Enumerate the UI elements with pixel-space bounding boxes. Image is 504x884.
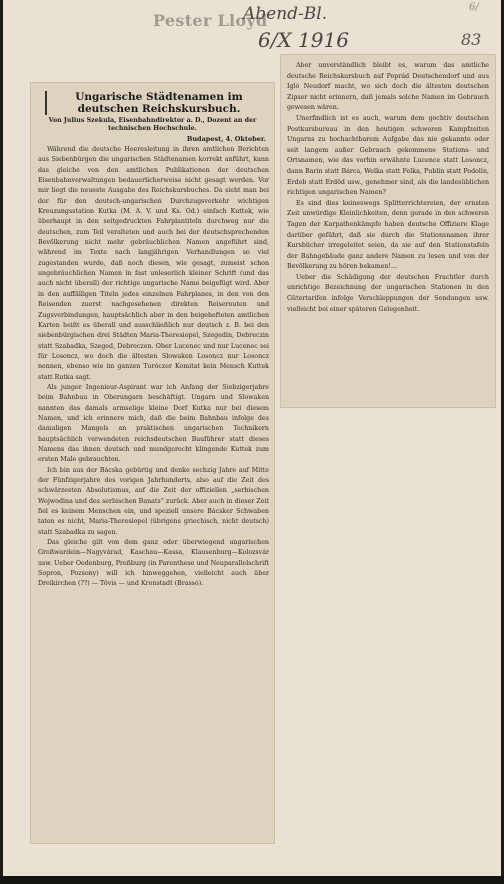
handwritten-archive-number: 83 (461, 30, 482, 49)
article-body-left (38, 145, 269, 590)
paragraph: Unerfindlich ist es auch, warum dem gochtiv deutschen Postkursbureau in den heutigen schweren Kampfzeiten Ungarns zu hochachtbarem Aufgabe das nie gekannte oder seit langem außer Gebrauch gekommene Stations- und Ortsnamen, wie das vorhin erwähnte Lucence statt Losoncz, dann Barin statt Bárca, Welka statt Felka, Publin statt Podolin, Erdob statt Erdöd usw., genehmer sind, als die landesüblichen richtigen ungarischen Namen? (287, 114, 489, 197)
scan-border (0, 876, 504, 884)
paragraph: Als junger Ingenieur-Aspirant war ich Anfang der Siebzigerjahre beim Bahnbau in Oberungarn beschäftigt. Ungarn und Slowaken nannten das damals armselige kleine Dorf Kutka nur bei diesem Namen, und ich erinnere mich, daß die beim Bahnbau infolge des damaligen Mangels an praktischen ungarischen Technikern hauptsächlich verwendeten reichsdeutschen Bauführer statt dieses Namens das ihnen deutsch und mundgerecht klingende Kuttek zum ersten Male gebrauchten. (38, 383, 269, 464)
handwritten-source-note: Abend-Bl. (243, 4, 328, 24)
article-body-right (287, 61, 489, 315)
paragraph: Es sind dies keineswegs Splitterrichtereien, der ernsten Zeit unwürdige Kleinlichkeiten, denn gerade in den schweren Tagen der Karpathenkämpfe haben deutsche Offiziere Klage darüber geführt, daß sie durch die Stationsnamen ihrer Kursbücher irregeleitet seien, da sie auf den Stationstafeln der Bahngebäude ganz andere Namen zu lesen und von der Bevölkerung zu hören bekamen!... (287, 199, 489, 271)
clipping-right-column (281, 55, 495, 407)
handwritten-corner-mark: 6/ (469, 2, 479, 13)
article-dateline: Budapest, 4. Oktober. (186, 135, 266, 143)
paragraph: Ueber die Schädigung der deutschen Frachtler durch unrichtige Bezeichnung der ungarischen Stationen in den Gütertarifen infolge Verschleppungen der Sendungen usw. vielleicht bei einer späteren Gelegenheit. (287, 273, 489, 313)
paragraph: Während die deutsche Heeresleitung in ihren amtlichen Berichten aus Siebenbürgen die ungarischen Städtenamen korrekt anführt, kann das gleiche von den amtlichen Publikationen der deutschen Eisenbahnverwaltungen bedauerlicherweise nicht gesagt werden. Vor mir liegt die neueste Ausgabe des Reichskursbuches. Da sieht man bei der für den deutsch-ungarischen Durchzugsverkehr wichtigen Kreuzungsstation Kutka (M. A. V. und Ks. Od.) einfach Kuttek, wie überhaupt in den seitgedruckten Fahrplantiteln durchweg nur die deutschen, zum Teil veralteten und auch bei der deutschsprechenden Bevölkerung nicht mehr gebräuchlichen Namen angeführt sind, während im Texte nach langjährigen Verhandlungen so viel zugestanden wurde, daß noch diesen, wie gesagt, zumeist schon ungebräuchlichen Namen in fast unleserlich kleiner Schrift (und das auch nicht überall) der richtige ungarische Name beigefügt wird. Aber in den auffälligen Titeln jedes einzelnen Fahrplanes, in den von den Reisenden zuerst nachgesehenen direkten Reiserouten und Zugsverbindungen, hauptsächlich aber in den beigehefteten amtlichen Karten heißt es überall und ausschließlich nur deutsch z. B. bei den siebenbürgischen drei Städten Maria-Theresiopel, Szegedin, Debreczin statt Szabadka, Szeged, Debreczen. Ober Lucenec und nur Lucenec sei für Losoncz, wo doch die ältesten Slowaken Losoncz nur Losoncz nennen, ebenso wie im ganzen Turóczer Komitat kein Mensch Kuttek statt Rutka sagt. (38, 146, 269, 381)
archive-sheet (3, 0, 501, 884)
clipping-left-column (31, 83, 274, 843)
article-byline: Von Julius Szekula, Eisenbahndirektor a. D., Dozent an der technischen Hochschule. (48, 117, 257, 132)
paragraph: Das gleiche gilt von dem ganz oder überwiegend ungarischen Großwardein—Nagyvárad, Kaschau—Kassa, Klausenburg—Kolozsvár usw. Ueber Oedenburg, Preßburg (in Parenthese und Neuparallelschrift Sopron, Pozsony) will ich hinweggehen, vielleicht auch über Dreikirchen (??) — Tövis — und Kronstadt (Brassó). (38, 539, 269, 588)
paragraph: Aber unverständlich bleibt es, warum das amtliche deutsche Reichskursbuch auf Poprád Deutschendorf und aus Igló Neudorf macht, wo sich doch die ältesten deutschen Zipser nicht erinnern, daß jemals solche Namen im Gebrauch gewesen wären. (287, 62, 489, 112)
newspaper-masthead: Pester Lloyd (153, 11, 268, 30)
article-title: Ungarische Städtenamen im deutschen Reichskursbuch. (45, 91, 268, 115)
handwritten-date: 6/X 1916 (258, 28, 349, 52)
paragraph: Ich bin aus der Bácska gebürtig und denke sechzig Jahre auf Mitte der Fünfzigerjahre des vorigen Jahrhunderts, also auf die Zeit des schwärzesten Absolutismus, auf die Zeit der offiziellen „serbischen Wojwodina und des serbischen Banats“ zurück. Aber auch in dieser Zeit fiel es keinem Menschen ein, und speziell unsere Bácsker Schwaben taten es nicht, Maria-Theresiopel (übrigens griechisch, nicht deutsch) statt Szabadka zu sagen. (38, 466, 269, 536)
